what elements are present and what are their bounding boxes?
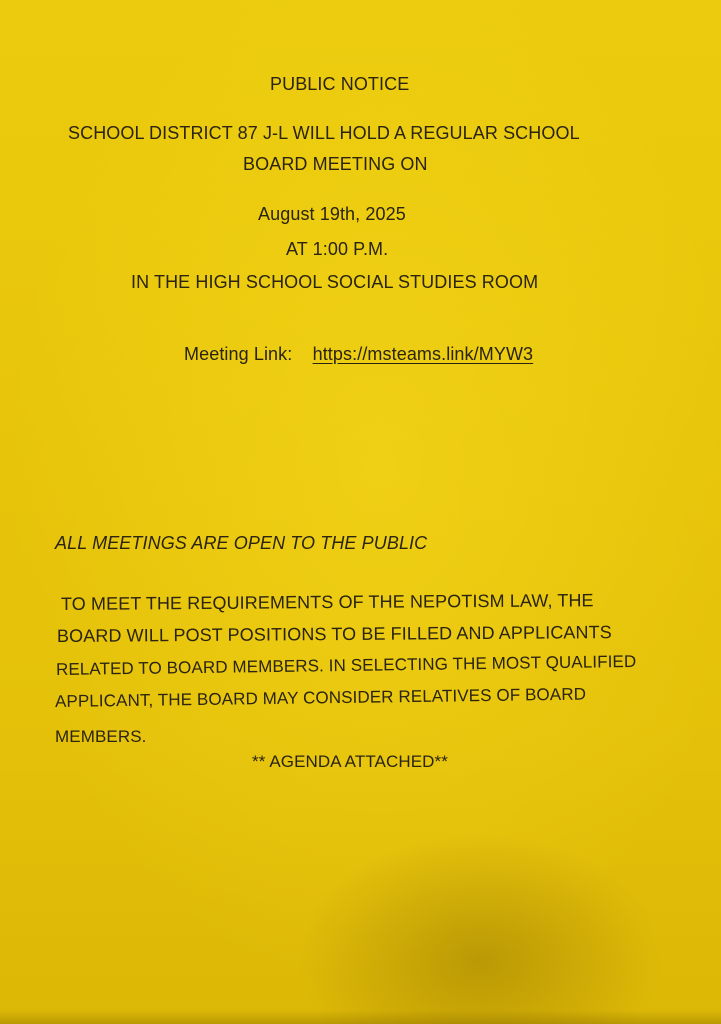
notice-line-2: BOARD MEETING ON bbox=[243, 154, 428, 174]
meeting-location: IN THE HIGH SCHOOL SOCIAL STUDIES ROOM bbox=[131, 272, 539, 292]
nepotism-line-1: TO MEET THE REQUIREMENTS OF THE NEPOTISM LAW, THE bbox=[60, 590, 594, 614]
notice-line-1: SCHOOL DISTRICT 87 J-L WILL HOLD A REGULAR SCHOOL bbox=[68, 123, 580, 143]
paper-bottom-shadow bbox=[0, 1010, 721, 1024]
meeting-link[interactable]: https://msteams.link/MYW3 bbox=[312, 344, 534, 364]
nepotism-line-5: MEMBERS. bbox=[55, 727, 147, 746]
nepotism-line-4: APPLICANT, THE BOARD MAY CONSIDER RELATIVES OF BOARD bbox=[54, 684, 587, 711]
meeting-link-row bbox=[184, 343, 533, 365]
nepotism-line-3: RELATED TO BOARD MEMBERS. IN SELECTING THE MOST QUALIFIED bbox=[55, 651, 637, 679]
notice-heading: PUBLIC NOTICE bbox=[270, 74, 410, 94]
meeting-time: AT 1:00 P.M. bbox=[286, 239, 389, 259]
agenda-attached-text: ** AGENDA ATTACHED** bbox=[252, 752, 448, 771]
open-to-public-text: ALL MEETINGS ARE OPEN TO THE PUBLIC bbox=[55, 533, 428, 553]
nepotism-line-2: BOARD WILL POST POSITIONS TO BE FILLED AND APPLICANTS bbox=[56, 622, 612, 646]
meeting-date: August 19th, 2025 bbox=[258, 204, 406, 224]
meeting-link-label: Meeting Link: bbox=[184, 344, 293, 364]
